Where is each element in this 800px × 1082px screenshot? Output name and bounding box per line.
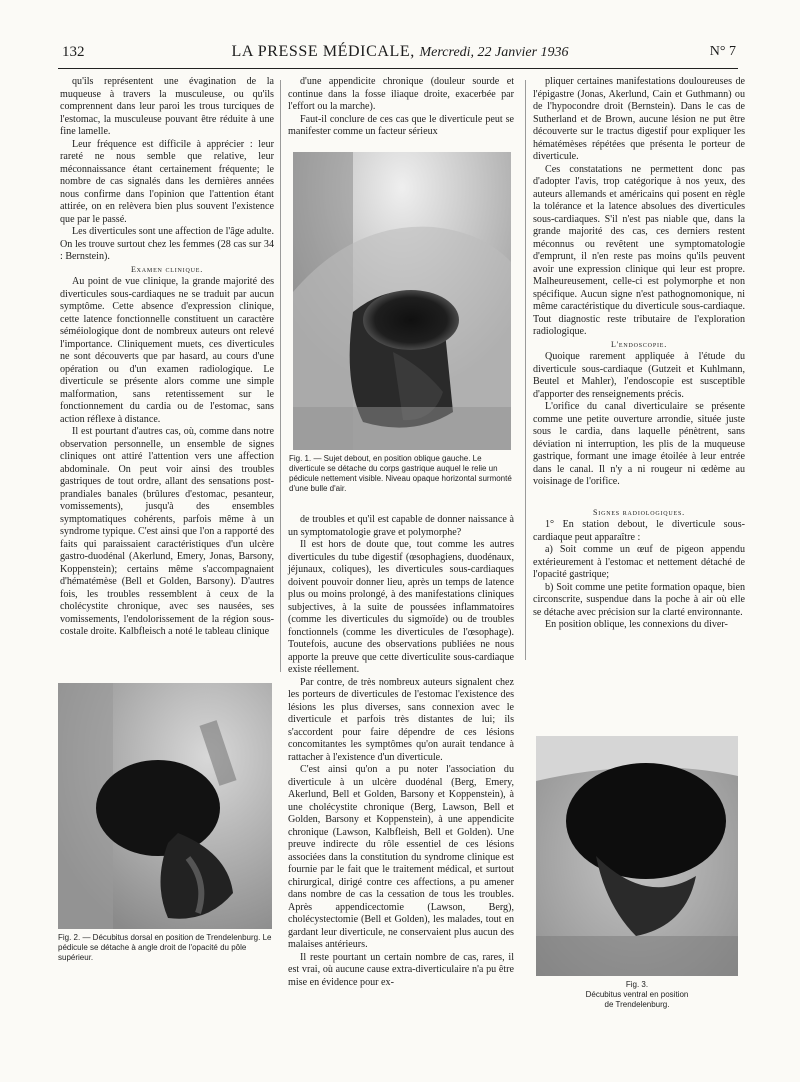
paragraph: En position oblique, les connexions du diver- [545,619,728,630]
paragraph: Il est pourtant d'autres cas, où, comme dans notre observation personnelle, un ensemble de signes cliniques ont attiré l'attention vers une affection abdominale. On peut voir ainsi des troubles gastriques de tout ordre, allant des sensations post-prandiales banales (brûlures d'estomac, pesanteur, vomissements), jusqu'à des ensembles symptomatiques cohérents, parfois même à un syndrome typique. C'est ainsi que l'on a rapporté des faits qui paraissaient caractéristiques d'un ulcère gastro-duodénal (Akerlund, Emery, Jonas, Barsony, Koppenstein); certains même s'accompagnaient d'hématémèse (Bell et Golden, Barsony). D'autres fois, les troubles ressemblent à ceux de la cholécystite chronique, avec ses nausées, ses vomissements, l'endolorissement de la région sous-costale droite. Kalbfleisch a noté le tableau clinique [60,426,274,637]
column-2-top [288,76,514,139]
issue-number: N° 7 [709,44,736,59]
paragraph: Par contre, de très nombreux auteurs signalent chez les porteurs de diverticules de l'estomac l'existence des lésions les plus diverses, sans connexion avec le diverticule et parfois très distantes de lui; ils s'accordent pour faire dépendre de ces lésions concomitantes les symptômes qu'on aurait tendance à rattacher à l'existence d'un diverticule. [288,676,514,763]
paragraph: Au point de vue clinique, la grande majorité des diverticules sous-cardiaques ne se traduit par aucun symptôme. Cette absence d'expression clinique, cette latence fonctionnelle constituent un caractère séméiologique dont de nombreux auteurs ont relevé l'importance. Cliniquement muets, ces diverticules ne sont découverts que par hasard, au cours d'une opération ou d'un examen radiologique. Le diverticule se présente alors comme une simple malformation, sans retentissement sur le fonctionnement du cardia ou de l'estomac, sans action réflexe à distance. [60,276,274,425]
section-heading: L'endoscopie. [610,339,668,349]
paragraph: Ces constatations ne permettent donc pas d'adopter l'avis, trop catégorique à nos yeux, des auteurs allemands et américains qui posent en règle la tolérance et la latence absolues des diverticules sous-cardiaques. S'il n'est pas niable que, dans la grande majorité des cas, ces derniers restent méconnus ou revêtent une symptomatologie d'emprunt, il n'en reste pas moins qu'ils peuvent avoir une expression clinique qui leur est propre. Malheureusement, celle-ci est polymorphe et non spécifique. Aucun signe n'est pathognomonique, ni même caractéristique du diverticule sous-cardiaque. Tout diagnostic reste tributaire de l'exploration radiologique. [533,163,745,337]
figure-3-caption-line: Décubitus ventral en position [585,990,689,999]
section-heading: Signes radiologiques. [593,507,685,517]
paragraph: b) Soit comme une petite formation opaque, bien circonscrite, suspendue dans la poche à air où elle se détache avec précision sur la clarté environnante. [533,581,745,618]
column-2-bottom [288,514,514,989]
journal-title: LA PRESSE MÉDICALE, [231,43,415,60]
paragraph: Il est hors de doute que, tout comme les autres diverticules du tube digestif (œsophagiens, duodénaux, jéjunaux, coliques), les diverticules sous-cardiaques doivent pouvoir donner lieu, après un temps de latence plus ou moins prolongé, à des manifestations cliniques subjectives, à la suite de poussées inflammatoires (comme les diverticules du sigmoïde) ou de troubles fonctionnels (comme les diverticules de l'œsophage). Toutefois, aucune des observations publiées ne nous apporte la preuve que cette diverticulite sous-cardiaque existe réellement. [288,539,514,675]
column-divider [525,80,526,660]
paragraph: d'une appendicite chronique (douleur sourde et continue dans la fosse iliaque droite, exacerbée par l'effort ou la marche). [288,76,514,112]
paragraph: qu'ils représentent une évagination de la muqueuse à travers la musculeuse, ou qu'ils comprennent dans leur paroi les trous turciques de l'estomac, la musculeuse pouvant être réduite à une fine lamelle. [60,76,274,137]
paragraph: 1° En station debout, le diverticule sous-cardiaque peut apparaître : [533,519,745,543]
column-3 [533,76,745,632]
paragraph: Leur fréquence est difficile à apprécier : leur rareté ne nous semble que relative, leur méconnaissance étant certainement fréquente; le nombre de cas signalés dans les dernières années nous confirme dans l'opinion que l'attention étant attirée, on en relèvera bien plus souvent l'existence que par le passé. [60,138,274,225]
paragraph: L'orifice du canal diverticulaire se présente comme une petite ouverture arrondie, située juste sous le cardia, dans laquelle pénètrent, sans déviation ni interruption, les plis de la muqueuse gastrique, formant une image étoilée à leur entrée dans le canal. Il n'y a ni rougeur ni œdème au voisinage de l'orifice. [533,401,745,487]
figure-3-label: Fig. 3. [625,980,649,989]
figure-3-caption-line: de Trendelenburg. [604,1000,670,1009]
section-heading: Examen clinique. [130,264,203,274]
paragraph: C'est ainsi qu'on a pu noter l'association du diverticule à un ulcère duodénal (Berg, Emery, Akerlund, Bell et Golden, Barsony et Koppenstein), à une cholécystite chronique (Berg, Lawson, Bell et Golden, Barsony et Koppenstein), à une appendicite chronique (Lawson, Kalbfleish, Bell et Golden). Une preuve indirecte du rôle essentiel de ces lésions associées dans la constitution du syndrome clinique est fournie par le fait que le traitement médical, et surtout chirurgical, dirigé contre ces affections, a pu amener dans nombre de cas la cessation de tous les troubles. Après appendicectomie (Lawson, Berg), cholécystectomie (Bell et Golden), les malades, tout en gardant leur diverticule, ne conservaient plus aucun des malaises antérieurs. [288,764,514,950]
figure-2-caption: Fig. 2. — Décubitus dorsal en position de Trendelenburg. Le pédicule se détache à angle droit de l'opacité du pôle supérieur. [58,933,272,962]
issue-date: Mercredi, 22 Janvier 1936 [419,45,569,60]
paragraph: pliquer certaines manifestations douloureuses de l'épigastre (Jonas, Akerlund, Cain et Guthmann) ou de l'hypocondre droit (Bernstein). Dans le cas de Sutherland et de Brown, aucune lésion ne put être découverte sur le tractus digestif pour expliquer les hématémèses répétées que présenta le porteur de diverticule. [533,76,745,162]
paragraph: Il reste pourtant un certain nombre de cas, rares, il est vrai, où aucune cause extra-diverticulaire n'a pu être mise en évidence pour ex- [288,951,514,988]
journal-header [0,43,800,61]
paragraph: a) Soit comme un œuf de pigeon appendu extérieurement à l'estomac et nettement détaché de l'opacité gastrique; [533,544,745,580]
paragraph: Faut-il conclure de ces cas que le diverticule peut se manifester comme un facteur sérieux [288,113,514,137]
paragraph: de troubles et qu'il est capable de donner naissance à un symptomatologie grave et polymorphe? [288,514,514,538]
column-1 [60,76,274,639]
xray-figure-2 [58,683,272,929]
column-divider [280,80,281,672]
figure-3-caption [536,980,738,1010]
figure-1-caption: Fig. 1. — Sujet debout, en position oblique gauche. Le diverticule se détache du corps gastrique auquel le relie un pédicule nettement visible. Niveau opaque horizontal surmonté d'une bulle d'air. [289,454,512,493]
header-rule [58,68,738,69]
paragraph: Les diverticules sont une affection de l'âge adulte. On les trouve surtout chez les femmes (28 cas sur 34 : Bernstein). [60,226,274,262]
xray-figure-1 [293,152,511,450]
page-number: 132 [62,44,85,60]
page-header [0,44,800,68]
paragraph: Quoique rarement appliquée à l'étude du diverticule sous-cardiaque (Gutzeit et Kuhlmann, Beutel et Mahler), l'endoscopie est susceptible d'apporter des renseignements précis. [533,351,745,400]
xray-figure-3 [536,736,738,976]
